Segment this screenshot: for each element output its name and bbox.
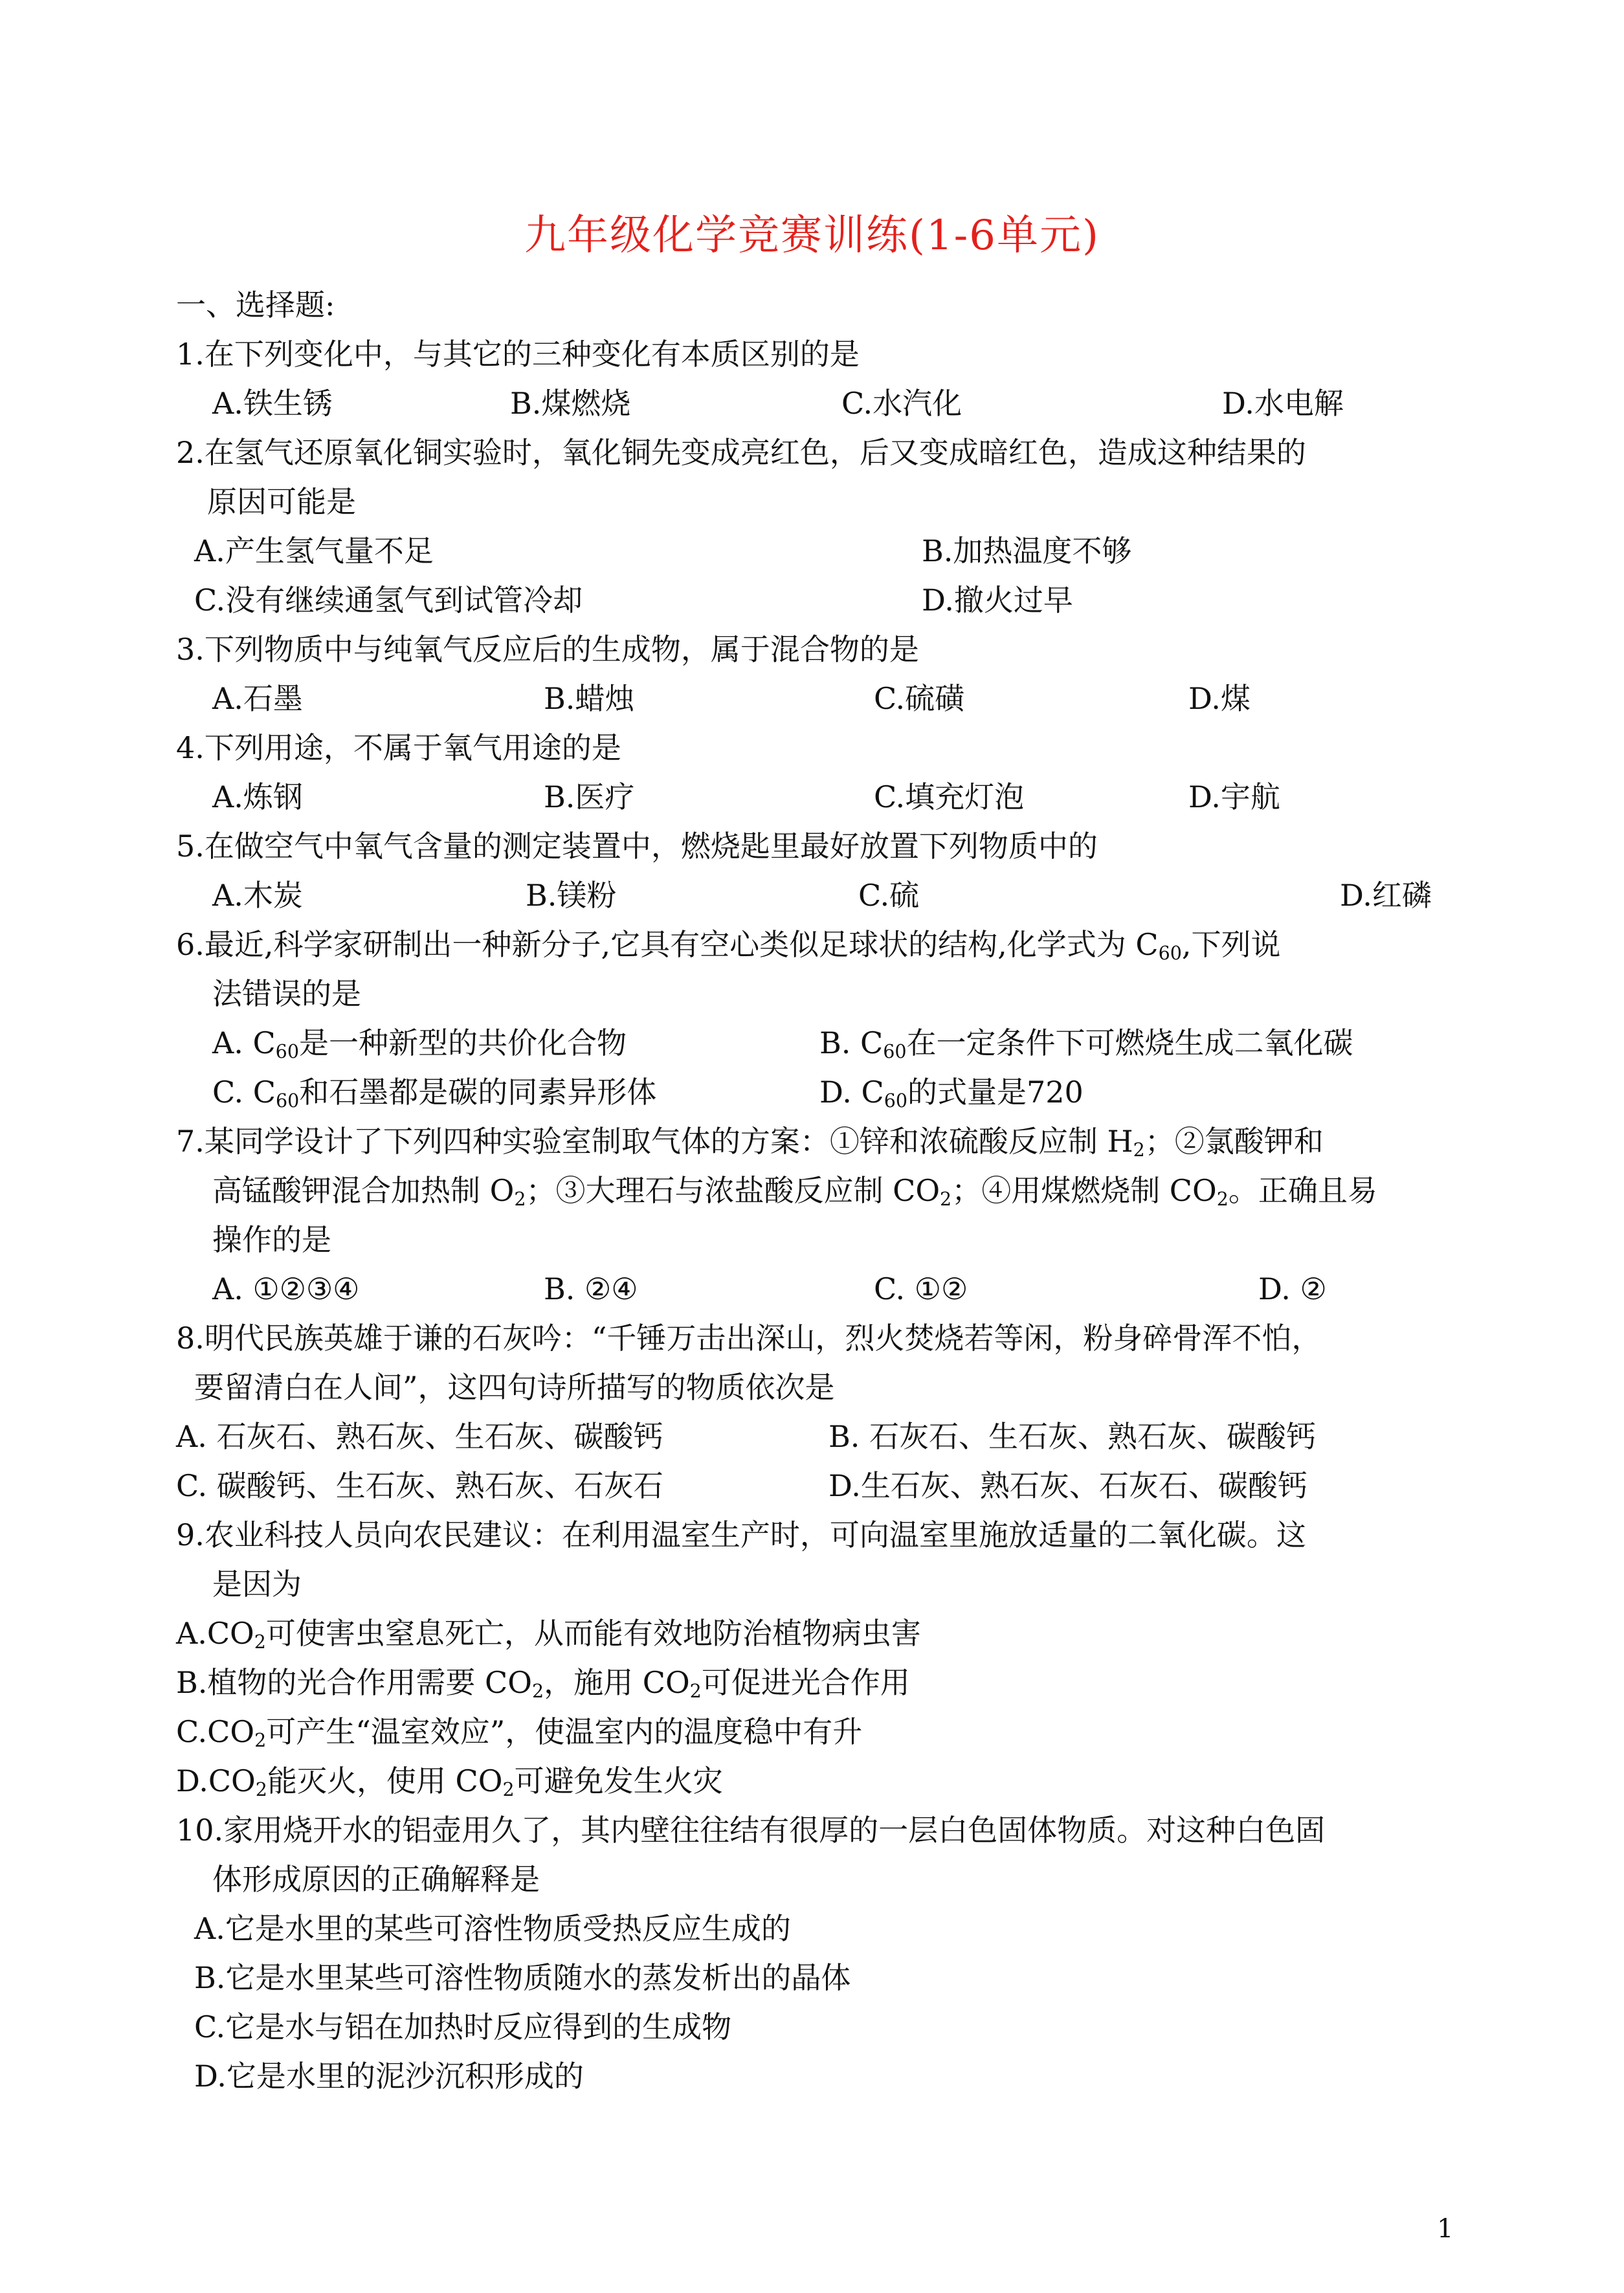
question-10-stem-line2: 体形成原因的正确解释是 bbox=[212, 1862, 540, 1897]
question-7-option-c: C. ①② bbox=[874, 1271, 968, 1306]
question-5-option-d: D.红磷 bbox=[1340, 878, 1432, 913]
question-8-option-c: C. 碳酸钙、生石灰、熟石灰、石灰石 bbox=[176, 1468, 663, 1503]
question-10-option-d: D.它是水里的泥沙沉积形成的 bbox=[194, 2059, 584, 2094]
question-8-stem-line2: 要留清白在人间”，这四句诗所描写的物质依次是 bbox=[194, 1370, 835, 1405]
question-4-stem: 4.下列用途，不属于氧气用途的是 bbox=[176, 730, 621, 765]
question-3-option-d: D.煤 bbox=[1188, 681, 1251, 716]
question-7-option-a: A. ①②③④ bbox=[212, 1271, 360, 1306]
question-9-option-a: $A.CO_2$可使害虫窒息死亡，从而能有效地防治植物病虫害 bbox=[176, 1616, 921, 1653]
page-number: 1 bbox=[1437, 2214, 1454, 2244]
question-7-stem-line1: 7.某同学设计了下列四种实验室制取气体的方案：①锌和浓硫酸反应制 $H_2$；②氯酸钾和 bbox=[176, 1124, 1324, 1161]
question-10-option-c: C.它是水与铝在加热时反应得到的生成物 bbox=[194, 2009, 732, 2044]
question-8-option-a: A. 石灰石、熟石灰、生石灰、碳酸钙 bbox=[176, 1419, 663, 1454]
question-2-option-a: A.产生氢气量不足 bbox=[194, 533, 434, 568]
question-3-option-a: A.石墨 bbox=[212, 681, 303, 716]
question-3-option-c: C.硫磺 bbox=[874, 681, 965, 716]
question-1-option-c: C.水汽化 bbox=[841, 386, 962, 421]
question-9-stem-line1: 9.农业科技人员向农民建议：在利用温室生产时，可向温室里施放适量的二氧化碳。这 bbox=[176, 1517, 1306, 1552]
question-9-option-c: $C.CO_2$可产生“温室效应”，使温室内的温度稳中有升 bbox=[176, 1714, 863, 1752]
question-8-stem-line1: 8.明代民族英雄于谦的石灰吟：“千锤万击出深山，烈火焚烧若等闲，粉身碎骨浑不怕， bbox=[176, 1321, 1322, 1356]
question-8-option-d: D.生石灰、熟石灰、石灰石、碳酸钙 bbox=[829, 1468, 1307, 1503]
question-6-option-b: B. $C_{60}$在一定条件下可燃烧生成二氧化碳 bbox=[819, 1025, 1353, 1063]
question-4-option-c: C.填充灯泡 bbox=[874, 779, 1025, 814]
question-3-option-b: B.蜡烛 bbox=[544, 681, 635, 716]
question-4-option-d: D.宇航 bbox=[1188, 779, 1280, 814]
question-4-option-a: A.炼钢 bbox=[212, 779, 303, 814]
question-6-option-d: D. $C_{60}$的式量是720 bbox=[819, 1075, 1084, 1112]
question-6-stem-line2: 法错误的是 bbox=[212, 976, 361, 1011]
question-2-option-d: D.撤火过早 bbox=[922, 583, 1073, 618]
question-2-option-b: B.加热温度不够 bbox=[922, 533, 1132, 568]
question-7-stem-line2: 高锰酸钾混合加热制 $O_2$；③大理石与浓盐酸反应制 $CO_2$；④用煤燃烧制 $CO_2$。正确且易 bbox=[212, 1173, 1377, 1211]
question-10-stem-line1: 10.家用烧开水的铝壶用久了，其内壁往往结有很厚的一层白色固体物质。对这种白色固 bbox=[176, 1813, 1326, 1848]
section-heading: 一、选择题: bbox=[176, 287, 335, 322]
question-1-option-d: D.水电解 bbox=[1222, 386, 1344, 421]
question-5-stem: 5.在做空气中氧气含量的测定装置中，燃烧匙里最好放置下列物质中的 bbox=[176, 829, 1098, 864]
question-10-option-a: A.它是水里的某些可溶性物质受热反应生成的 bbox=[194, 1911, 791, 1946]
question-1-stem: 1.在下列变化中，与其它的三种变化有本质区别的是 bbox=[176, 337, 860, 372]
question-5-option-c: C.硫 bbox=[858, 878, 920, 913]
question-7-stem-line3: 操作的是 bbox=[212, 1222, 331, 1257]
question-4-option-b: B.医疗 bbox=[544, 779, 635, 814]
question-9-option-d: $D.CO_2$能灭火，使用 $CO_2$可避免发生火灾 bbox=[176, 1763, 723, 1801]
question-9-option-b: B.植物的光合作用需要 $CO_2$，施用 $CO_2$可促进光合作用 bbox=[176, 1665, 910, 1703]
page-title: 九年级化学竞赛训练(1-6单元) bbox=[524, 212, 1100, 260]
question-7-option-b: B. ②④ bbox=[544, 1271, 638, 1306]
question-2-stem-line2: 原因可能是 bbox=[207, 484, 356, 519]
question-7-option-d: D. ② bbox=[1258, 1271, 1327, 1306]
question-6-option-a: A. $C_{60}$是一种新型的共价化合物 bbox=[212, 1025, 627, 1063]
question-6-option-c: C. $C_{60}$和石墨都是碳的同素异形体 bbox=[212, 1075, 657, 1112]
question-5-option-b: B.镁粉 bbox=[526, 878, 617, 913]
question-2-stem-line1: 2.在氢气还原氧化铜实验时，氧化铜先变成亮红色，后又变成暗红色，造成这种结果的 bbox=[176, 435, 1306, 470]
question-5-option-a: A.木炭 bbox=[212, 878, 303, 913]
question-6-stem-line1: 6.最近,科学家研制出一种新分子,它具有空心类似足球状的结构,化学式为 $C_{60}$,下列说 bbox=[176, 927, 1281, 965]
question-10-option-b: B.它是水里某些可溶性物质随水的蒸发析出的晶体 bbox=[194, 1960, 851, 1995]
question-8-option-b: B. 石灰石、生石灰、熟石灰、碳酸钙 bbox=[829, 1419, 1317, 1454]
question-9-stem-line2: 是因为 bbox=[212, 1567, 302, 1602]
question-1-option-a: A.铁生锈 bbox=[212, 386, 333, 421]
question-2-option-c: C.没有继续通氢气到试管冷却 bbox=[194, 583, 583, 618]
question-3-stem: 3.下列物质中与纯氧气反应后的生成物，属于混合物的是 bbox=[176, 632, 919, 667]
question-1-option-b: B.煤燃烧 bbox=[510, 386, 631, 421]
